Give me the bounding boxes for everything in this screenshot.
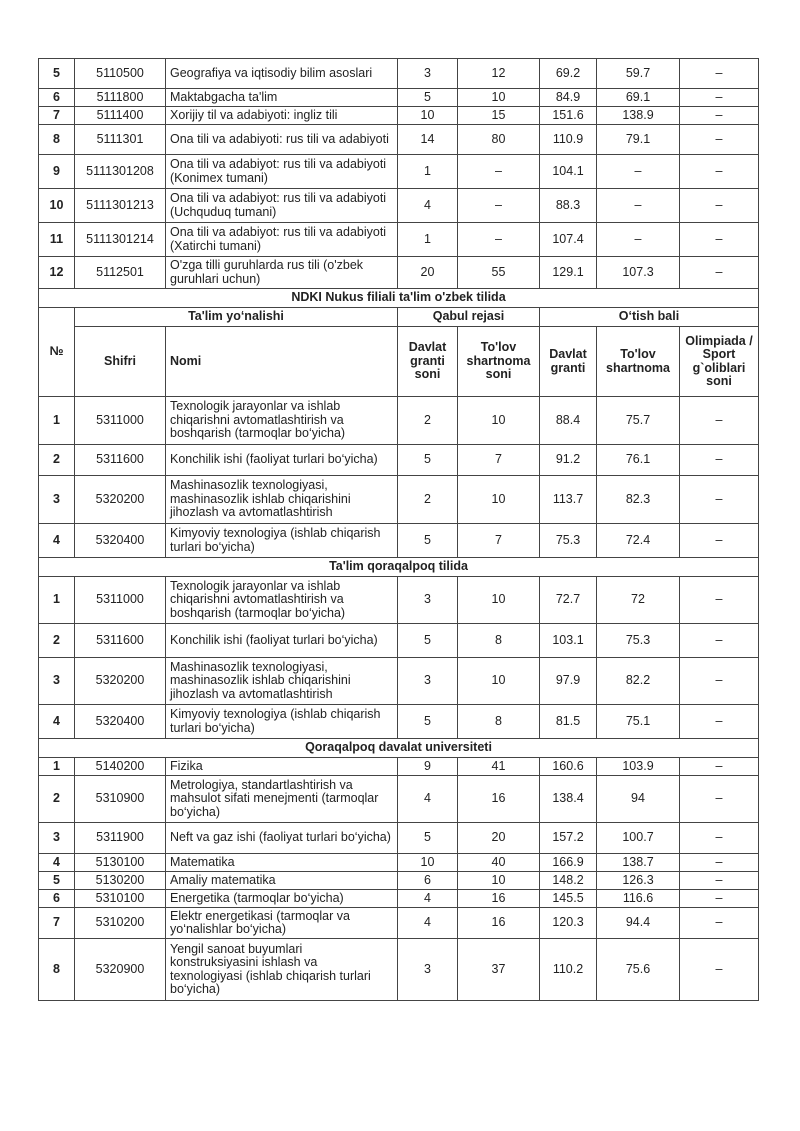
row-grant-count: 3: [398, 59, 458, 89]
row-grant-count: 3: [398, 939, 458, 1001]
row-pass-grant: 110.2: [540, 939, 597, 1001]
row-grant-count: 2: [398, 476, 458, 524]
header-olympiad: Olimpiada / Sport g`oliblari soni: [680, 327, 759, 397]
row-contract-count: 7: [458, 524, 540, 558]
row-pass-grant: 84.9: [540, 89, 597, 107]
section-title-row: [39, 739, 759, 758]
section-title: NDKI Nukus filiali ta'lim o'zbek tilida: [39, 289, 759, 308]
row-pass-contract: 103.9: [597, 758, 680, 776]
row-code: 5111301208: [75, 155, 166, 189]
row-olympiad: –: [680, 577, 759, 624]
header-direction: Ta'lim yo‘nalishi: [75, 308, 398, 327]
row-pass-grant: 103.1: [540, 624, 597, 658]
row-number: 3: [39, 823, 75, 854]
row-olympiad: –: [680, 155, 759, 189]
header-row: [39, 327, 759, 397]
table-row: [39, 59, 759, 89]
row-pass-grant: 166.9: [540, 854, 597, 872]
row-contract-count: 10: [458, 476, 540, 524]
row-number: 3: [39, 658, 75, 705]
row-pass-grant: 110.9: [540, 125, 597, 155]
row-name: Elektr energetikasi (tarmoqlar va yo‘nalishlar bo‘yicha): [166, 908, 398, 939]
row-contract-count: 41: [458, 758, 540, 776]
row-pass-contract: 72.4: [597, 524, 680, 558]
row-number: 6: [39, 89, 75, 107]
table-row: [39, 125, 759, 155]
row-name: Ona tili va adabiyoti: rus tili va adabiyoti: [166, 125, 398, 155]
row-number: 6: [39, 890, 75, 908]
row-code: 5320200: [75, 476, 166, 524]
row-pass-grant: 138.4: [540, 776, 597, 823]
row-code: 5111400: [75, 107, 166, 125]
row-number: 8: [39, 939, 75, 1001]
row-pass-grant: 160.6: [540, 758, 597, 776]
row-pass-grant: 107.4: [540, 223, 597, 257]
row-name: Xorijiy til va adabiyoti: ingliz tili: [166, 107, 398, 125]
row-pass-contract: 59.7: [597, 59, 680, 89]
table-row: [39, 107, 759, 125]
row-number: 1: [39, 397, 75, 445]
row-number: 4: [39, 854, 75, 872]
table-row: [39, 577, 759, 624]
row-name: Neft va gaz ishi (faoliyat turlari bo‘yicha): [166, 823, 398, 854]
row-pass-grant: 91.2: [540, 445, 597, 476]
header-plan: Qabul rejasi: [398, 308, 540, 327]
row-name: Kimyoviy texnologiya (ishlab chiqarish turlari bo‘yicha): [166, 524, 398, 558]
row-olympiad: –: [680, 107, 759, 125]
row-number: 1: [39, 577, 75, 624]
row-olympiad: –: [680, 872, 759, 890]
row-name: Ona tili va adabiyot: rus tili va adabiyoti (Xatirchi tumani): [166, 223, 398, 257]
row-number: 4: [39, 524, 75, 558]
row-code: 5110500: [75, 59, 166, 89]
row-name: Energetika (tarmoqlar bo‘yicha): [166, 890, 398, 908]
row-number: 7: [39, 107, 75, 125]
row-contract-count: 10: [458, 577, 540, 624]
row-pass-contract: 100.7: [597, 823, 680, 854]
table-row: [39, 854, 759, 872]
row-olympiad: –: [680, 758, 759, 776]
row-contract-count: 37: [458, 939, 540, 1001]
row-name: Amaliy matematika: [166, 872, 398, 890]
row-grant-count: 14: [398, 125, 458, 155]
row-name: Metrologiya, standartlashtirish va mahsulot sifati menejmenti (tarmoqlar bo‘yicha): [166, 776, 398, 823]
row-contract-count: 8: [458, 705, 540, 739]
header-pass-contract: To'lov shartnoma: [597, 327, 680, 397]
row-pass-grant: 97.9: [540, 658, 597, 705]
row-contract-count: –: [458, 189, 540, 223]
row-number: 4: [39, 705, 75, 739]
row-name: Konchilik ishi (faoliyat turlari bo‘yicha): [166, 445, 398, 476]
row-grant-count: 6: [398, 872, 458, 890]
row-code: 5310900: [75, 776, 166, 823]
header-grant-count: Davlat granti soni: [398, 327, 458, 397]
row-pass-grant: 88.3: [540, 189, 597, 223]
row-grant-count: 2: [398, 397, 458, 445]
table-row: [39, 658, 759, 705]
row-contract-count: 16: [458, 890, 540, 908]
row-name: Ona tili va adabiyot: rus tili va adabiyoti (Konimex tumani): [166, 155, 398, 189]
row-number: 8: [39, 125, 75, 155]
row-name: O'zga tilli guruhlarda rus tili (o'zbek guruhlari uchun): [166, 257, 398, 289]
row-pass-contract: 94: [597, 776, 680, 823]
row-grant-count: 5: [398, 823, 458, 854]
row-code: 5320900: [75, 939, 166, 1001]
header-pass-score: O‘tish bali: [540, 308, 759, 327]
row-code: 5111301214: [75, 223, 166, 257]
table-row: [39, 939, 759, 1001]
table-row: [39, 758, 759, 776]
row-grant-count: 4: [398, 776, 458, 823]
section-title-row: [39, 289, 759, 308]
row-name: Mashinasozlik texnologiyasi, mashinasozlik ishlab chiqarishini jihozlash va avtomatlashtirish: [166, 658, 398, 705]
row-number: 3: [39, 476, 75, 524]
row-number: 12: [39, 257, 75, 289]
row-pass-contract: 75.1: [597, 705, 680, 739]
row-olympiad: –: [680, 908, 759, 939]
row-code: 5140200: [75, 758, 166, 776]
row-olympiad: –: [680, 59, 759, 89]
row-number: 2: [39, 445, 75, 476]
row-olympiad: –: [680, 524, 759, 558]
row-grant-count: 3: [398, 577, 458, 624]
row-name: Matematika: [166, 854, 398, 872]
row-pass-contract: 138.9: [597, 107, 680, 125]
row-grant-count: 4: [398, 189, 458, 223]
row-pass-grant: 157.2: [540, 823, 597, 854]
row-code: 5311600: [75, 445, 166, 476]
row-name: Fizika: [166, 758, 398, 776]
row-pass-grant: 75.3: [540, 524, 597, 558]
row-pass-contract: 69.1: [597, 89, 680, 107]
row-pass-contract: –: [597, 155, 680, 189]
row-pass-grant: 81.5: [540, 705, 597, 739]
row-contract-count: 10: [458, 397, 540, 445]
table-row: [39, 524, 759, 558]
row-code: 5311900: [75, 823, 166, 854]
row-olympiad: –: [680, 476, 759, 524]
row-grant-count: 9: [398, 758, 458, 776]
row-olympiad: –: [680, 223, 759, 257]
table-row: [39, 155, 759, 189]
table-row: [39, 705, 759, 739]
row-grant-count: 5: [398, 445, 458, 476]
table-row: [39, 776, 759, 823]
row-code: 5311000: [75, 397, 166, 445]
row-olympiad: –: [680, 823, 759, 854]
row-grant-count: 3: [398, 658, 458, 705]
row-pass-contract: 116.6: [597, 890, 680, 908]
row-contract-count: 55: [458, 257, 540, 289]
row-olympiad: –: [680, 890, 759, 908]
section-title: Ta'lim qoraqalpoq tilida: [39, 558, 759, 577]
table-row: [39, 257, 759, 289]
row-pass-grant: 113.7: [540, 476, 597, 524]
table-row: [39, 823, 759, 854]
row-code: 5310100: [75, 890, 166, 908]
row-code: 5130100: [75, 854, 166, 872]
table-row: [39, 189, 759, 223]
row-pass-contract: 72: [597, 577, 680, 624]
row-grant-count: 4: [398, 908, 458, 939]
row-grant-count: 1: [398, 223, 458, 257]
row-number: 2: [39, 624, 75, 658]
row-contract-count: –: [458, 223, 540, 257]
row-name: Texnologik jarayonlar va ishlab chiqarishni avtomatlashtirish va boshqarish (tarmoqlar bo‘yicha): [166, 577, 398, 624]
row-contract-count: 16: [458, 908, 540, 939]
row-pass-grant: 145.5: [540, 890, 597, 908]
row-number: 2: [39, 776, 75, 823]
row-olympiad: –: [680, 397, 759, 445]
row-number: 11: [39, 223, 75, 257]
table-row: [39, 89, 759, 107]
section-title: Qoraqalpoq davalat universiteti: [39, 739, 759, 758]
row-grant-count: 20: [398, 257, 458, 289]
row-contract-count: 7: [458, 445, 540, 476]
row-pass-grant: 151.6: [540, 107, 597, 125]
row-olympiad: –: [680, 658, 759, 705]
row-pass-contract: –: [597, 223, 680, 257]
row-contract-count: 16: [458, 776, 540, 823]
row-number: 7: [39, 908, 75, 939]
row-contract-count: –: [458, 155, 540, 189]
header-pass-grant: Davlat granti: [540, 327, 597, 397]
row-name: Konchilik ishi (faoliyat turlari bo‘yicha): [166, 624, 398, 658]
header-code: Shifri: [75, 327, 166, 397]
admission-table: [38, 58, 759, 1001]
row-olympiad: –: [680, 705, 759, 739]
row-name: Kimyoviy texnologiya (ishlab chiqarish turlari bo‘yicha): [166, 705, 398, 739]
row-pass-contract: 138.7: [597, 854, 680, 872]
row-pass-grant: 104.1: [540, 155, 597, 189]
row-number: 10: [39, 189, 75, 223]
row-pass-grant: 148.2: [540, 872, 597, 890]
row-number: 9: [39, 155, 75, 189]
row-pass-contract: 94.4: [597, 908, 680, 939]
row-grant-count: 1: [398, 155, 458, 189]
row-grant-count: 5: [398, 624, 458, 658]
row-contract-count: 20: [458, 823, 540, 854]
row-name: Texnologik jarayonlar va ishlab chiqarishni avtomatlashtirish va boshqarish (tarmoqlar bo‘yicha): [166, 397, 398, 445]
row-code: 5111301: [75, 125, 166, 155]
row-name: Ona tili va adabiyot: rus tili va adabiyoti (Uchquduq tumani): [166, 189, 398, 223]
row-olympiad: –: [680, 89, 759, 107]
row-grant-count: 5: [398, 524, 458, 558]
row-pass-contract: 82.3: [597, 476, 680, 524]
row-contract-count: 10: [458, 658, 540, 705]
table-row: [39, 890, 759, 908]
row-grant-count: 10: [398, 107, 458, 125]
row-pass-contract: 75.6: [597, 939, 680, 1001]
row-code: 5311600: [75, 624, 166, 658]
row-name: Maktabgacha ta'lim: [166, 89, 398, 107]
row-name: Mashinasozlik texnologiyasi, mashinasozlik ishlab chiqarishini jihozlash va avtomatlashtirish: [166, 476, 398, 524]
row-name: Geografiya va iqtisodiy bilim asoslari: [166, 59, 398, 89]
row-pass-contract: 126.3: [597, 872, 680, 890]
table-row: [39, 223, 759, 257]
row-code: 5311000: [75, 577, 166, 624]
header-row: [39, 308, 759, 327]
table-row: [39, 908, 759, 939]
row-olympiad: –: [680, 445, 759, 476]
row-olympiad: –: [680, 189, 759, 223]
header-contract-count: To'lov shartnoma soni: [458, 327, 540, 397]
row-pass-contract: 75.3: [597, 624, 680, 658]
table-row: [39, 397, 759, 445]
row-olympiad: –: [680, 939, 759, 1001]
row-grant-count: 10: [398, 854, 458, 872]
row-grant-count: 4: [398, 890, 458, 908]
row-number: 1: [39, 758, 75, 776]
row-pass-grant: 129.1: [540, 257, 597, 289]
row-olympiad: –: [680, 854, 759, 872]
row-pass-grant: 69.2: [540, 59, 597, 89]
row-code: 5111301213: [75, 189, 166, 223]
row-code: 5320200: [75, 658, 166, 705]
row-pass-contract: 76.1: [597, 445, 680, 476]
row-pass-contract: –: [597, 189, 680, 223]
row-name: Yengil sanoat buyumlari konstruksiyasini ishlash va texnologiyasi (ishlab chiqarish turlari bo‘yicha): [166, 939, 398, 1001]
row-contract-count: 10: [458, 872, 540, 890]
row-pass-contract: 75.7: [597, 397, 680, 445]
row-grant-count: 5: [398, 89, 458, 107]
row-pass-grant: 72.7: [540, 577, 597, 624]
table-row: [39, 445, 759, 476]
header-number: №: [39, 308, 75, 397]
row-olympiad: –: [680, 624, 759, 658]
row-grant-count: 5: [398, 705, 458, 739]
row-contract-count: 10: [458, 89, 540, 107]
row-pass-contract: 82.2: [597, 658, 680, 705]
row-pass-contract: 79.1: [597, 125, 680, 155]
table-row: [39, 872, 759, 890]
row-code: 5111800: [75, 89, 166, 107]
row-contract-count: 15: [458, 107, 540, 125]
row-code: 5320400: [75, 705, 166, 739]
header-name: Nomi: [166, 327, 398, 397]
row-pass-grant: 88.4: [540, 397, 597, 445]
row-pass-contract: 107.3: [597, 257, 680, 289]
row-contract-count: 8: [458, 624, 540, 658]
row-olympiad: –: [680, 257, 759, 289]
row-code: 5320400: [75, 524, 166, 558]
row-contract-count: 40: [458, 854, 540, 872]
row-olympiad: –: [680, 776, 759, 823]
row-pass-grant: 120.3: [540, 908, 597, 939]
section-title-row: [39, 558, 759, 577]
row-code: 5112501: [75, 257, 166, 289]
row-code: 5310200: [75, 908, 166, 939]
row-olympiad: –: [680, 125, 759, 155]
row-number: 5: [39, 59, 75, 89]
row-number: 5: [39, 872, 75, 890]
table-row: [39, 476, 759, 524]
table-row: [39, 624, 759, 658]
row-contract-count: 80: [458, 125, 540, 155]
row-contract-count: 12: [458, 59, 540, 89]
row-code: 5130200: [75, 872, 166, 890]
